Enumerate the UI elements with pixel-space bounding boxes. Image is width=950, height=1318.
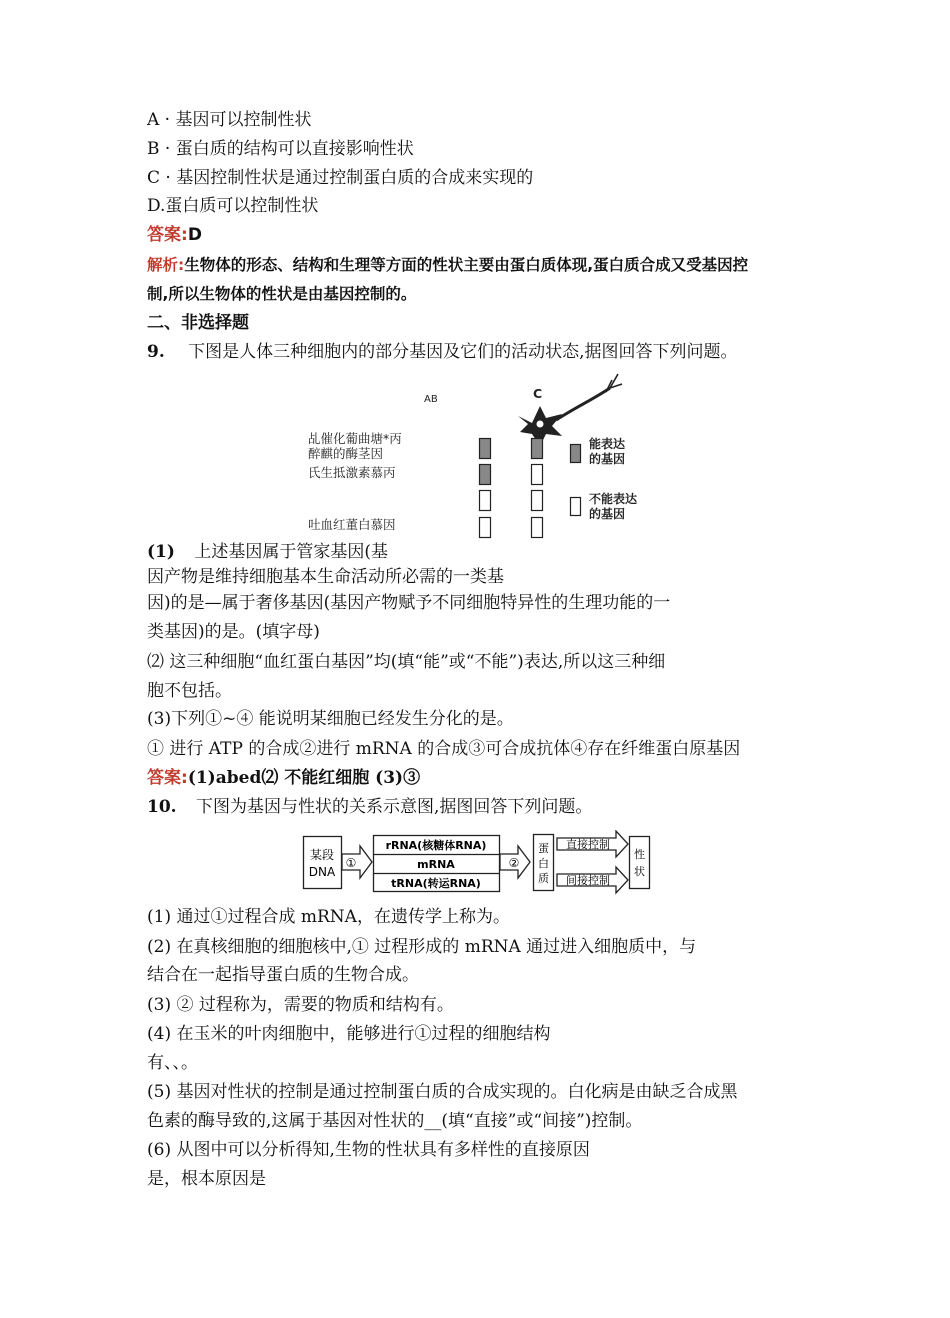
gene1-label-line2: 醉麒的酶茎因	[308, 446, 384, 461]
q9-answer-value: (1)abed⑵ 不能红细胞 (3)③	[187, 768, 421, 788]
nerve-cell-icon	[518, 374, 622, 446]
legend-expressed-line2: 的基因	[589, 452, 626, 466]
q9-p1-line2: 因产物是维持细胞基本生命活动所必需的一类基	[147, 567, 504, 587]
q10-stem: 下图为基因与性状的关系示意图,据图回答下列问题。	[195, 797, 593, 817]
q9-stem-line	[147, 341, 738, 363]
q9-p1-text: 上述基因属于管家基因(基	[194, 542, 388, 562]
q9-p3-line2: ① 进行 ATP 的合成②进行 mRNA 的合成③可合成抗体④存在纤维蛋白原基因	[147, 739, 741, 759]
trait-box	[630, 837, 650, 889]
legend-not-line2: 的基因	[589, 507, 626, 521]
gene-box-c-3	[532, 491, 543, 511]
q10-p6-line2: 是，根本原因是	[147, 1169, 266, 1189]
gene1-label-line1: 乩催化葡曲塘*丙	[308, 431, 402, 446]
col-header-ab: AB	[424, 394, 438, 405]
legend-expressed-line1: 能表达	[589, 437, 626, 451]
q9-p1-line4: 类基因)的是。(填字母)	[147, 622, 320, 642]
q10-p2-line1: (2) 在真核细胞的细胞核中,① 过程形成的 mRNA 通过进入细胞质中，与	[147, 937, 697, 957]
option-c: C · 基因控制性状是通过控制蛋白质的合成来实现的	[147, 168, 534, 188]
gene-box-ab-1	[480, 439, 491, 459]
q10-p5-line2: 色素的酶导致的,这属于基因对性状的__(填“直接”或“间接”)控制。	[147, 1111, 643, 1131]
q10-p5-line1: (5) 基因对性状的控制是通过控制蛋白质的合成实现的。白化病是由缺乏合成黑	[147, 1082, 738, 1102]
option-a: A · 基因可以控制性状	[147, 110, 312, 130]
analysis-label: 解析:	[147, 256, 185, 274]
protein-label-3: 质	[538, 872, 549, 885]
dna-label-1: 某段	[309, 848, 335, 862]
legend-not-expressed-swatch	[571, 498, 581, 516]
q10-p3: (3) ② 过程称为，需要的物质和结构有。	[147, 995, 454, 1015]
trait-label-1: 性	[634, 848, 645, 861]
answer-label: 答案:	[147, 225, 188, 245]
step-2-label: ②	[508, 856, 520, 870]
q9-p1-line3: 因)的是—属于奢侈基因(基因产物赋予不同细胞特异性的生理功能的一	[147, 593, 671, 613]
gene-box-c-1	[532, 439, 543, 459]
answer-8	[147, 224, 202, 246]
indirect-control-label: 间接控制	[566, 874, 610, 887]
analysis-8-line1	[147, 254, 748, 276]
dna-label-2: DNA	[308, 865, 336, 879]
analysis-text: 生物体的形态、结构和生理等方面的性状主要由蛋白质体现,蛋白质合成又受基因控	[184, 256, 749, 274]
legend-expressed-swatch	[571, 445, 581, 463]
q9-p3-line1: (3)下列①~④ 能说明某细胞已经发生分化的是。	[147, 709, 514, 729]
mrna-label: mRNA	[417, 858, 455, 871]
q10-p2-line2: 结合在一起指导蛋白质的生物合成。	[147, 965, 419, 985]
section-title: 二、非选择题	[147, 313, 249, 333]
q10-p6-line1: (6) 从图中可以分析得知,生物的性状具有多样性的直接原因	[147, 1140, 590, 1160]
analysis-8-line2: 制,所以生物体的性状是由基因控制的。	[147, 285, 417, 303]
option-d: D.蛋白质可以控制性状	[147, 196, 319, 216]
q9-number: 9.	[147, 342, 165, 362]
answer-value: D	[187, 225, 202, 245]
q10-stem-line	[147, 796, 592, 818]
q9-p2-line1: ⑵ 这三种细胞“血红蛋白基因”均(填“能”或“不能”)表达,所以这三种细	[147, 652, 666, 672]
q9-answer-label: 答案:	[147, 768, 188, 788]
direct-control-label: 直接控制	[566, 838, 610, 851]
q10-figure	[300, 830, 660, 900]
trait-label-2: 状	[634, 865, 645, 878]
rrna-label: rRNA(核糖体RNA)	[385, 839, 487, 852]
step-1-label: ①	[345, 856, 357, 870]
protein-label-2: 白	[538, 857, 549, 870]
q10-p4-line2: 有、、。	[147, 1053, 198, 1073]
legend-not-line1: 不能表达	[589, 492, 638, 506]
option-b: B · 蛋白质的结构可以直接影响性状	[147, 139, 414, 159]
q10-p4-line1: (4) 在玉米的叶肉细胞中，能够进行①过程的细胞结构	[147, 1024, 551, 1044]
gene2-label: 氏生抵激素慕丙	[308, 465, 396, 480]
q10-number: 10.	[147, 797, 177, 817]
q10-p1: (1) 通过①过程合成 mRNA，在遗传学上称为。	[147, 907, 510, 927]
gene-box-ab-3	[480, 491, 491, 511]
gene-box-ab-4	[480, 518, 491, 538]
q9-p1-line1	[147, 541, 388, 563]
col-header-c: C	[533, 386, 543, 401]
trna-label: tRNA(转运RNA)	[391, 877, 481, 890]
dna-box	[304, 837, 342, 889]
q9-figure	[300, 370, 660, 542]
q9-p1-number: (1)	[147, 542, 175, 562]
gene-box-ab-2	[480, 465, 491, 485]
q9-answer	[147, 767, 420, 789]
q9-stem: 下图是人体三种细胞内的部分基因及它们的活动状态,据图回答下列问题。	[188, 342, 738, 362]
gene-box-c-4	[532, 518, 543, 538]
q9-p2-line2: 胞不包括。	[147, 681, 232, 701]
gene-box-c-2	[532, 465, 543, 485]
protein-label-1: 蛋	[538, 842, 549, 855]
gene3-label: 吐血红董白慕因	[308, 517, 396, 532]
